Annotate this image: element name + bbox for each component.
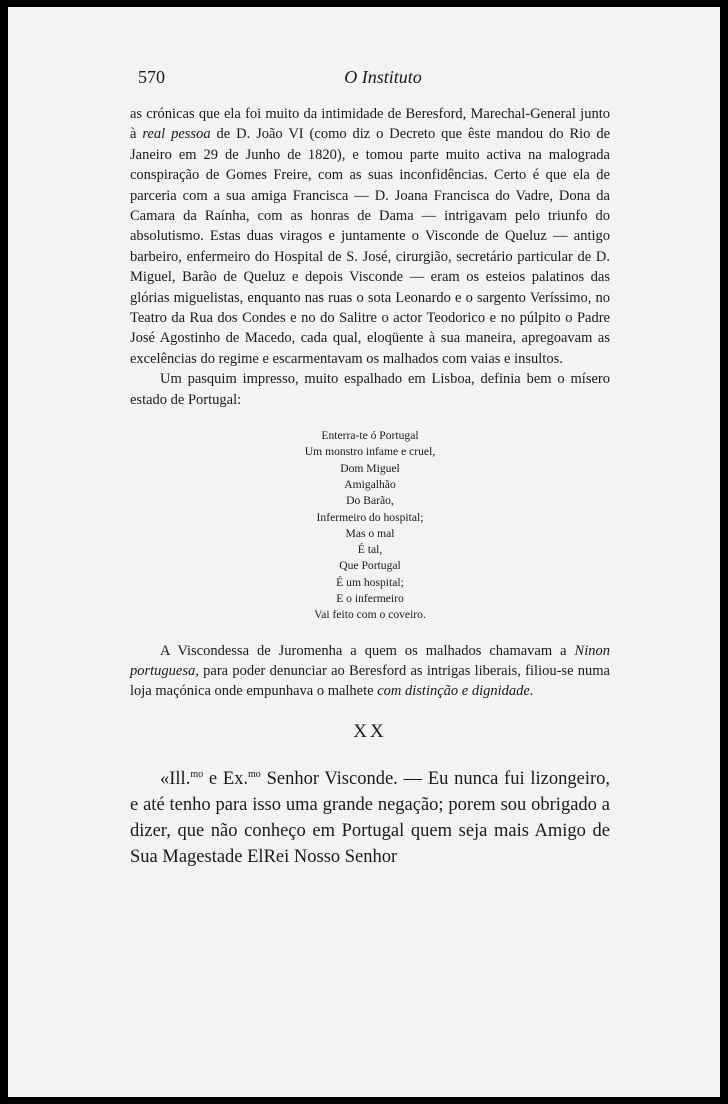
paragraph-3: A Viscondessa de Juromenha a quem os malhados chamavam a Ninon portuguesa, para poder denunciar ao Beresford as intrigas liberais, filiou-se numa loja maçónica onde empunhava o malhete com distinção e dignidade. — [130, 642, 610, 700]
poem-line: Infermeiro do hospital; — [316, 510, 424, 524]
poem-line: Dom Miguel — [340, 461, 400, 475]
emphasis-ninon-portuguesa: Ninon portuguesa, — [130, 642, 610, 680]
paragraph-1: as crónicas que ela foi muito da intimidade de Beresford, Marechal-General junto à real pessoa de D. João VI (como diz o Decreto que êste mandou do Rio de Janeiro em 29 de Junho de 1820), e tomou parte muito activa na malograda conspiração de Gomes Freire, com as suas inconfidências. Certo é que ela de parceria com a sua amiga Francisca — D. Joana Francisca do Vadre, Dona da Camara da Raínha, com as honras de Dama — intrigavam pelo triunfo do absolutismo. Estas duas viragos e juntamente o Visconde de Queluz — antigo barbeiro, enfermeiro do Hospital de S. José, cirurgião, secretário particular de D. Miguel, Barão de Queluz e depois Visconde — eram os esteios palatinos das glórias miguelistas, enquanto nas ruas o sota Leonardo e o sargento Veríssimo, no Teatro da Rua dos Condes e no do Salitre o actor Teodorico e no púlpito o Padre José Agostinho de Macedo, cada qual, eloqüente à sua maneira, apregoavam as excelências do regime e escarmentavam os malhados com vaias e insultos. — [130, 106, 611, 367]
poem-line: Mas o mal — [345, 526, 395, 540]
poem-line: É um hospital; — [336, 575, 404, 589]
poem-line: Amigalhão — [344, 477, 396, 491]
emphasis-real-pessoa: real pessoa — [142, 126, 211, 143]
poem-line: É tal, — [357, 543, 383, 557]
poem-line: Vai feito com o coveiro. — [314, 608, 426, 622]
page-number: 570 — [138, 67, 165, 87]
running-title: O Instituto — [344, 67, 422, 87]
paragraph-2: Um pasquim impresso, muito espalhado em Lisboa, definia bem o mísero estado de Portugal: — [130, 371, 610, 408]
page-header — [138, 67, 618, 95]
section-heading: XX — [353, 720, 387, 742]
page-body — [130, 104, 610, 870]
poem-line: Enterra-te ó Portugal — [321, 429, 419, 443]
poem-line: Um monstro infame e cruel, — [304, 445, 436, 459]
poem — [130, 428, 610, 624]
emphasis-com-distincao: com distinção e dignidade. — [377, 683, 534, 700]
poem-line: Do Barão, — [346, 494, 394, 508]
poem-line: Que Portugal — [339, 559, 401, 573]
letter-text: «Ill.$^{mo}$ e Ex.$^{mo}$ Senhor Visconde. — Eu nunca fui lizongeiro, e até tenho para isso uma grande negação; porem sou obrigado a dizer, que não conheço em Portugal quem seja mais Amigo de Sua Magestade ElRei Nosso Senhor — [130, 769, 610, 868]
poem-line: E o infermeiro — [336, 592, 404, 606]
